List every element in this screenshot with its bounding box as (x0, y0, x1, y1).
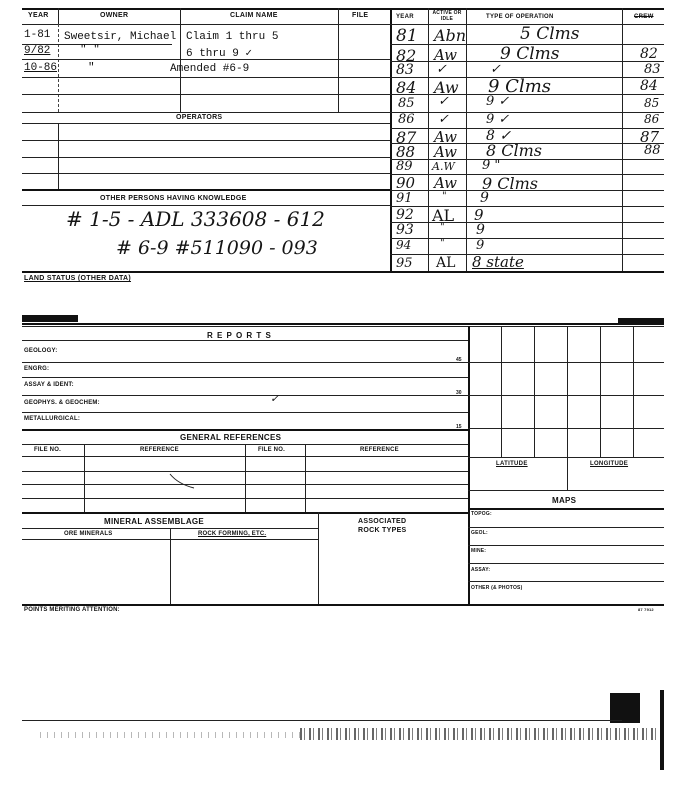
scan-bar-top (22, 315, 78, 322)
report-label: ENGRG: (24, 366, 50, 372)
scan-noise-band-2 (40, 732, 300, 738)
general-references-title: GENERAL REFERENCES (180, 433, 282, 442)
associated-label: ASSOCIATED (358, 518, 407, 525)
op-year-header: YEAR (396, 14, 414, 20)
op-row-crew: 82 (640, 46, 658, 62)
op-row-type: ✓ (490, 62, 501, 77)
op-row-year: 89 (396, 159, 413, 174)
op-row-type: 8 Clms (486, 141, 543, 160)
op-row-status: AL (436, 255, 456, 271)
op-row-status: " (440, 222, 445, 233)
claim-row-2-claim: 6 thru 9 ✓ (186, 48, 253, 60)
op-row-status: AL (432, 206, 455, 225)
rock-types-label: ROCK TYPES (358, 527, 407, 534)
op-row-year: 92 (396, 207, 414, 223)
claim-row-1-claim: Claim 1 thru 5 (186, 31, 279, 43)
map-item-label: GEOL: (471, 530, 488, 536)
op-row-type: 9 Clms (488, 76, 552, 97)
scan-noise-band (300, 728, 664, 740)
op-row-year: 83 (396, 62, 414, 78)
land-status-label: LAND STATUS (OTHER DATA) (24, 275, 132, 282)
gr-file-no-2: FILE NO. (258, 447, 285, 453)
crew-header: CREW (634, 14, 654, 20)
claim-row-2-owner: " " (80, 44, 100, 56)
op-row-type: 8 state (472, 253, 524, 271)
report-label: ASSAY & IDENT: (24, 382, 74, 388)
op-row-type: 8 ✓ (486, 128, 512, 144)
knowledge-line-1: # 1-5 - ADL 333608 - 612 (66, 207, 325, 231)
active-idle-header: ACTIVE OR IDLE (432, 10, 462, 22)
report-number: 45 (456, 357, 462, 363)
knowledge-line-2: # 6-9 #511090 - 093 (116, 237, 318, 259)
map-item-label: TOPOG: (471, 511, 492, 517)
report-number: 15 (456, 424, 462, 430)
op-row-year: 86 (398, 112, 415, 127)
op-row-crew: 88 (644, 143, 661, 158)
report-label: GEOLOGY: (24, 348, 58, 354)
op-row-status: Aw (434, 128, 457, 146)
scan-black-block (610, 693, 640, 723)
latitude-label: LATITUDE (496, 461, 528, 467)
type-operation-header: TYPE OF OPERATION (486, 14, 554, 20)
op-row-year: 90 (396, 174, 416, 192)
longitude-label: LONGITUDE (590, 461, 629, 467)
op-row-type: 9 (474, 206, 484, 224)
op-row-crew: 84 (640, 78, 658, 94)
claim-row-1-owner: Sweetsir, Michael (64, 31, 177, 43)
op-row-type: 9 (480, 190, 489, 206)
ore-minerals-label: ORE MINERALS (64, 531, 113, 537)
maps-title: MAPS (552, 496, 577, 505)
op-row-type: 9 Clms (500, 44, 560, 64)
op-row-type: 9 Clms (482, 174, 539, 193)
map-item-label: OTHER (& PHOTOS) (471, 585, 523, 591)
op-row-year: 87 (396, 128, 417, 147)
op-row-year: 84 (396, 78, 417, 97)
op-row-year: 82 (396, 46, 417, 65)
operators-header: OPERATORS (176, 114, 223, 121)
op-row-crew: 85 (644, 96, 660, 110)
reports-title: R E P O R T S (207, 331, 272, 340)
report-label: METALLURGICAL: (24, 416, 81, 422)
op-row-crew: 83 (644, 62, 661, 77)
op-row-crew: 87 (640, 128, 660, 146)
form-code: 87 7912 (638, 607, 654, 612)
op-row-status: " (442, 191, 447, 202)
op-row-status: Aw (434, 143, 457, 161)
mineral-assemblage-title: MINERAL ASSEMBLAGE (104, 517, 205, 526)
map-item-label: MINE: (471, 548, 487, 554)
op-row-type: 9 " (482, 158, 501, 173)
other-persons-header: OTHER PERSONS HAVING KNOWLEDGE (100, 195, 247, 202)
op-row-type: 5 Clms (520, 24, 580, 44)
op-row-status: ✓ (438, 94, 449, 109)
op-row-year: 81 (396, 26, 418, 46)
op-row-status: A.W (432, 160, 455, 173)
claim-name-header: CLAIM NAME (230, 12, 278, 19)
owner-header: OWNER (100, 12, 129, 19)
report-label: GEOPHYS. & GEOCHEM: (24, 400, 100, 406)
gr-reference-1: REFERENCE (140, 447, 179, 453)
claim-row-3-year: 10-86 (24, 62, 58, 74)
op-row-status: ✓ (436, 62, 447, 77)
op-row-year: 94 (396, 238, 412, 252)
op-row-type: 9 ✓ (486, 112, 510, 127)
op-row-status: Aw (434, 46, 457, 64)
op-row-year: 95 (396, 256, 413, 271)
op-row-type: 9 ✓ (486, 94, 510, 109)
report-number: 30 (456, 390, 462, 396)
points-meriting-attention-label: POINTS MERITING ATTENTION: (24, 607, 120, 613)
rock-forming-label: ROCK FORMING, ETC. (198, 531, 267, 537)
map-item-label: ASSAY: (471, 567, 491, 573)
gr-file-no-1: FILE NO. (34, 447, 61, 453)
op-row-year: 88 (396, 143, 416, 161)
file-header: FILE (352, 12, 369, 19)
pen-stroke (168, 472, 198, 492)
scan-right-edge (660, 690, 664, 770)
claim-row-3-claim: Amended #6-9 (170, 63, 250, 75)
op-row-type: 9 (476, 238, 485, 253)
op-row-status: Abn (434, 26, 467, 45)
op-row-crew: 86 (644, 112, 660, 126)
op-row-status: " (440, 238, 445, 249)
claim-row-2-year: 9/82 (24, 45, 51, 57)
op-row-status: Aw (434, 78, 459, 97)
op-row-status: Aw (434, 174, 457, 192)
op-row-year: 93 (396, 222, 414, 238)
report-value: ✓ (270, 392, 280, 405)
op-row-year: 91 (396, 191, 413, 206)
op-row-type: 9 (476, 222, 485, 238)
op-row-status: ✓ (438, 112, 449, 127)
op-row-year: 85 (398, 96, 415, 111)
gr-reference-2: REFERENCE (360, 447, 399, 453)
year-header: YEAR (28, 12, 49, 19)
claim-row-1-year: 1-81 (24, 29, 51, 41)
claim-row-3-owner: " (88, 62, 95, 74)
